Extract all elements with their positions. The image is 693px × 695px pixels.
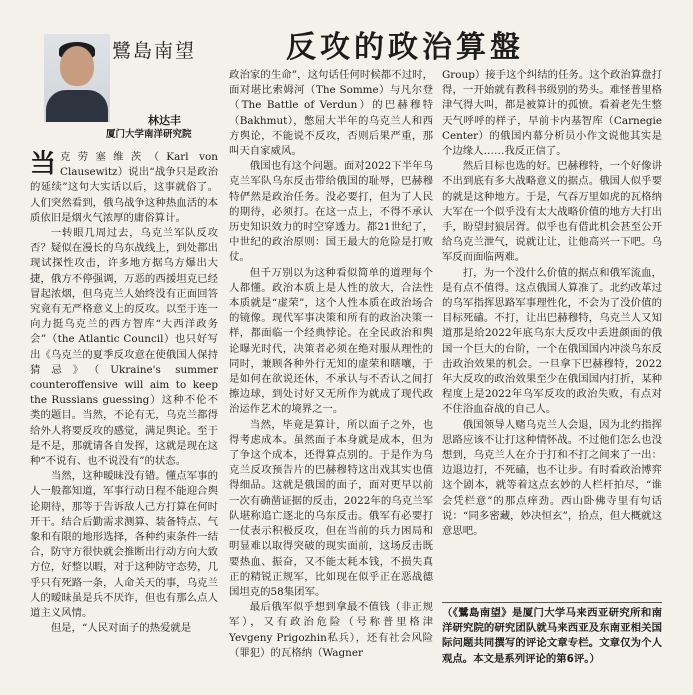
- article-column-1: [30, 150, 218, 685]
- author-name: 林达丰: [148, 114, 181, 127]
- author-photo-face: [60, 46, 94, 86]
- paragraph: [30, 150, 218, 226]
- paragraph: 但是，“人民对面子的热爱就是: [50, 622, 192, 635]
- paragraph-text: 克劳塞维茨（Karl von Clausewitz）说出“战争只是政治的延续”这句大实话以后，这事就俗了。人们突然看到，俄乌战争这种热血活的本质依旧是烟火气浓厚的庸俗算计。: [30, 151, 218, 224]
- paragraph: Group）接手这个纠结的任务。这个政治算盘打得，一开始就有教科书级别的势头。难怪普里格津气得大叫，都是被算计的孤愤。看着老先生整天气呼呼的样子，早前卡内基智库（Carnegie Center）的俄国内幕分析员小作文说他其实是个边缘人……我反正信了。: [442, 69, 662, 158]
- article-column-2: [229, 68, 433, 685]
- paragraph: 然后目标也选的好。巴赫穆特，一个好像讲不出到底有多大战略意义的据点。俄国人似乎要的就是这种地方。于是，气吞万里如虎的瓦格纳大军在一个似乎没有太大战略价值的地方大打出手，盼望封狼居胥。似乎也有借此机会甚至公开给乌克兰泄气，说就让让，让他高兴一下吧。乌军反而面临两难。: [442, 160, 662, 264]
- article-column-3: [442, 68, 662, 628]
- paragraph: 俄国领导人赌乌克兰人会退，因为北约指挥思路应该不让打这种情怀战。不过他们怎么也没想到，乌克兰人在介于打和不打之间来了一出：边退边打，不死磕，也不让步。有时看政治博弈这个剧本，就等着这点玄妙的人栏杆拍尽，“谁会凭栏意”的那点痒劲。西山卧佛寺里有句话说：“同多密藏，妙决恒玄”，拾点，但大概就这意思吧。: [442, 418, 662, 538]
- article-title: 反攻的政治算盤: [286, 30, 524, 65]
- drop-cap: 当: [30, 150, 57, 179]
- column-name: 鷺島南望: [112, 40, 197, 62]
- paragraph: 但千万别以为这种看似简单的道理每个人都懂。政治本质上是人性的放大，合法性本质就是“虚荣”，这个人性本质在政治场合的镜像。现代军事决策和所有的政治决策一样，都面临一个经典悖论。在全民政治和舆论曝光时代，决策者必须在绝对服从理性的同时，兼顾各种外行无知的虚荣和瞎嚷，于是如何在欲说还休，不承认与不否认之间打擦边球，到处讨好又无所作为就成了现代政治运作艺术的境界之一。: [229, 266, 433, 416]
- author-affiliation: 厦门大学南洋研究院: [106, 129, 192, 140]
- paragraph: 一转眼几周过去，乌克兰军队反攻否？疑似在漫长的乌东战线上，到处都出现试探性攻击，许多地方据乌方爆出大捷，俄方不停强调，万恶的西援坦克已经冒起浓烟，但乌克兰人始终没有正面回答究竟有无严格意义上的反攻。以至于连一向力挺乌克兰的西方智库“大西洋政务会”（the Atlantic Council）也只好写出《乌克兰的夏季反攻意在使俄国人保持猜忌》（Ukraine's summer counteroffensive will aim to keep the Russians guessing）这种不伦不类的题目。当然，不论有无，乌克兰都得给外人将要反攻的感觉，满足舆论。至于是不是，那就请各自发挥，这就是现在这种“不说有、也不说没有”的状态。: [30, 227, 218, 468]
- paragraph: 俄国也有这个问题。面对2022下半年乌克兰军队乌东反击带给俄国的耻辱，巴赫穆特俨然是政治任务。没必要打，但为了人民的期待，必须打。在这一点上，不得不承认历史知识效力的时空穿透力。都21世纪了，中世纪的政治原则：国王最大的危险是打败仗。: [229, 160, 433, 264]
- paragraph: 当然，这种暧昧没有错。懂点军事的人一般都知道，军事行动日程不能迎合舆论期待，那等于告诉敌人己方打算在何时开干。结合后勤需求测算、装备特点、气象和有限的地形选择，各种约束条件一结合，防守方很快就会推断出行动方向大致方位，好整以暇，对于这种防守态势，几乎只有死路一条，人命关天的事，乌克兰人的暧昧虽是兵不厌诈，但也有那么点人道主义风情。: [30, 470, 218, 620]
- author-photo: [44, 34, 110, 122]
- column-bio-note: （《鷺島南望》是厦门大学马来西亚研究所和南洋研究院的研究团队就马来西亚及东南亚相关国际问题共同撰写的评论文章专栏。文章仅为个人观点。本文是系列评论的第6评。）: [442, 607, 662, 665]
- author-photo-shoulders: [46, 90, 108, 122]
- column-header: [40, 28, 212, 146]
- paragraph: 打，为一个没什么价值的据点和俄军流血，是有点不值得。这点俄国人算准了。北约改革过的乌军指挥思路军事理性化，不会为了没价值的目标死磕。不打，让出巴赫穆特，乌克兰人又知道那是给2022年底乌东大反攻中丢进颜面的俄国一个巨大的台阶，一个在俄国国内冲淡乌东反击政治效果的机会。一旦拿下巴赫穆特，2022年大反攻的政治效果至少在俄国国内打折，某种程度上是2022年乌军反攻的政治失败，有点对不住浴血奋战的自己人。: [442, 266, 662, 416]
- paragraph: 最后俄军似乎想到拿最不值钱（非正规军），又有政治危险（号称普里格津Yevgeny Prigozhin私兵），还有社会风险（罪犯）的瓦格纳（Wagner: [229, 601, 433, 659]
- paragraph: 政治家的生命”，这句话任何时候都不过时，面对堪比索姆河（The Somme）与凡尔登（The Battle of Verdun）的巴赫穆特（Bakhmut），憋屈大半年的乌克兰人和西方舆论，不能说不反攻，否则后果严重，那叫天自家威风。: [229, 69, 433, 158]
- paragraph: 当然，毕竟是算计，所以面子之外，也得考虑成本。虽然面子本身就是成本，但为了争这个成本，还得算点别的。于是作为乌克兰反攻预告片的巴赫穆特这出戏其实也值得细品。这就是俄国的面子，面对更早以前一次有确凿证据的反击，2022年的乌克兰军队堪称追亡逐北的乌东反击。俄军有必要打一仗表示积极反攻，但在当前的兵力困局和明显难以取得突破的现实面前，这场反击既要热血、振奋，又不能太耗本钱，不损失真正的精锐正规军，比如现在似乎正在恶战德国坦克的58集团军。: [229, 418, 433, 598]
- bio-divider: [442, 602, 662, 603]
